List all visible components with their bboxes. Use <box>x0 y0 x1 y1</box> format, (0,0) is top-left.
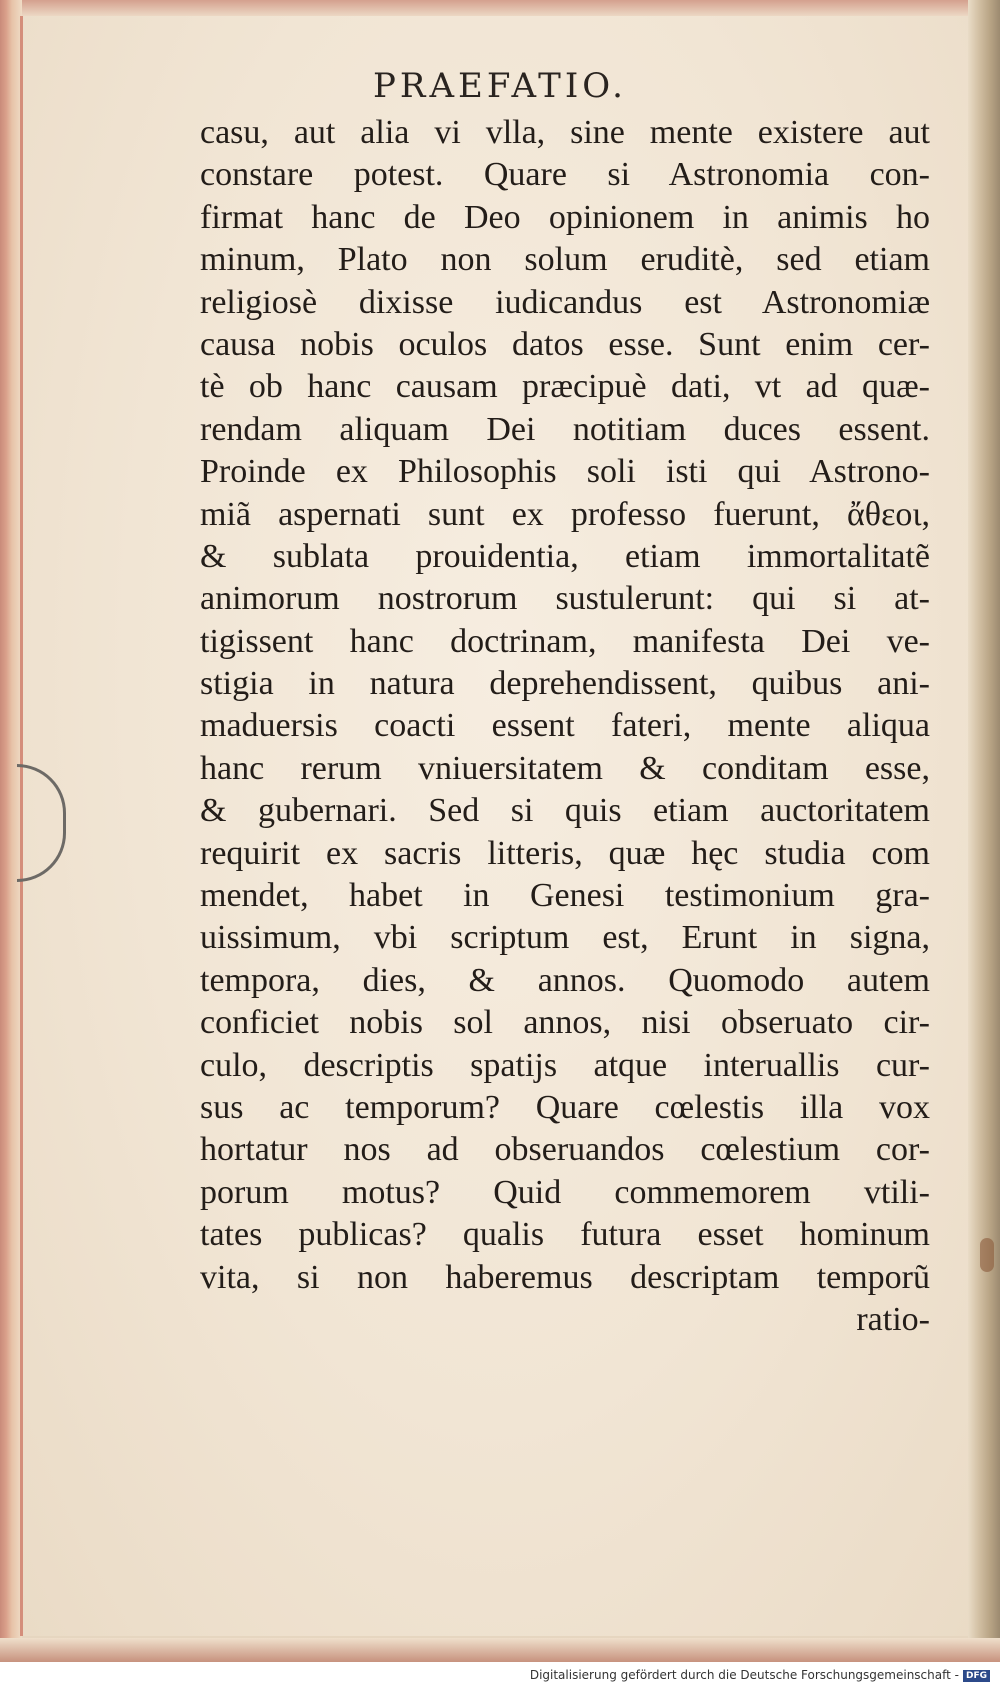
text-line: mendet, habet in Genesi testimonium gra- <box>200 877 930 915</box>
catchword: ratio- <box>856 1300 930 1338</box>
running-header: PRAEFATIO. <box>373 66 627 106</box>
text-line: & gubernari. Sed si quis etiam auctoritatem <box>200 792 930 830</box>
text-line: maduersis coacti essent fateri, mente aliqua <box>200 707 930 745</box>
text-line: porum motus? Quid commemorem vtili- <box>200 1173 930 1211</box>
text-line: firmat hanc de Deo opinionem in animis ho <box>200 198 930 236</box>
text-line: culo, descriptis spatijs atque interuallis cur- <box>200 1046 930 1084</box>
paper-stain <box>980 1238 994 1272</box>
digitization-credit <box>0 1668 990 1682</box>
text-line: casu, aut alia vi vlla, sine mente existere aut <box>200 114 930 151</box>
text-line: & sublata prouidentia, etiam immortalitatẽ <box>200 537 930 575</box>
text-line: sus ac temporum? Quare cœlestis illa vox <box>200 1088 930 1126</box>
text-line: minum, Plato non solum eruditè, sed etiam <box>200 241 930 279</box>
page-edge-right <box>968 0 1000 1662</box>
text-line: causa nobis oculos datos esse. Sunt enim cer- <box>200 325 930 363</box>
text-line: religiosè dixisse iudicandus est Astronomiæ <box>200 283 930 321</box>
text-line: requirit ex sacris litteris, quæ hęc studia com <box>200 834 930 872</box>
text-line: tates publicas? qualis futura esset hominum <box>200 1216 930 1254</box>
text-line: hanc rerum vniuersitatem & conditam esse, <box>200 749 930 787</box>
text-line: rendam aliquam Dei notitiam duces essent. <box>200 410 930 448</box>
text-line: Proinde ex Philosophis soli isti qui Astrono- <box>200 453 930 491</box>
text-line: conficiet nobis sol annos, nisi obseruato cir- <box>200 1004 930 1042</box>
credit-text: Digitalisierung gefördert durch die Deutsche Forschungsgemeinschaft - <box>529 1668 959 1682</box>
dfg-logo-icon: DFG <box>963 1670 990 1682</box>
text-line: tempora, dies, & annos. Quomodo autem <box>200 961 930 999</box>
text-line: animorum nostrorum sustulerunt: qui si at- <box>200 580 930 618</box>
page-edge-bottom <box>0 1638 1000 1662</box>
text-line: constare potest. Quare si Astronomia con- <box>200 156 930 194</box>
text-line: vita, si non haberemus descriptam temporũ <box>200 1258 930 1296</box>
text-line: stigia in natura deprehendissent, quibus ani- <box>200 665 930 703</box>
text-line: miã aspernati sunt ex professo fuerunt, ἄθεοι, <box>200 495 930 533</box>
book-clasp-icon <box>17 764 66 882</box>
text-line: hortatur nos ad obseruandos cœlestium cor- <box>200 1131 930 1169</box>
text-line: tè ob hanc causam præcipuè dati, vt ad quæ- <box>200 368 930 406</box>
text-line: tigissent hanc doctrinam, manifesta Dei ve- <box>200 622 930 660</box>
text-line: uissimum, vbi scriptum est, Erunt in signa, <box>200 919 930 957</box>
body-text <box>200 112 930 1341</box>
